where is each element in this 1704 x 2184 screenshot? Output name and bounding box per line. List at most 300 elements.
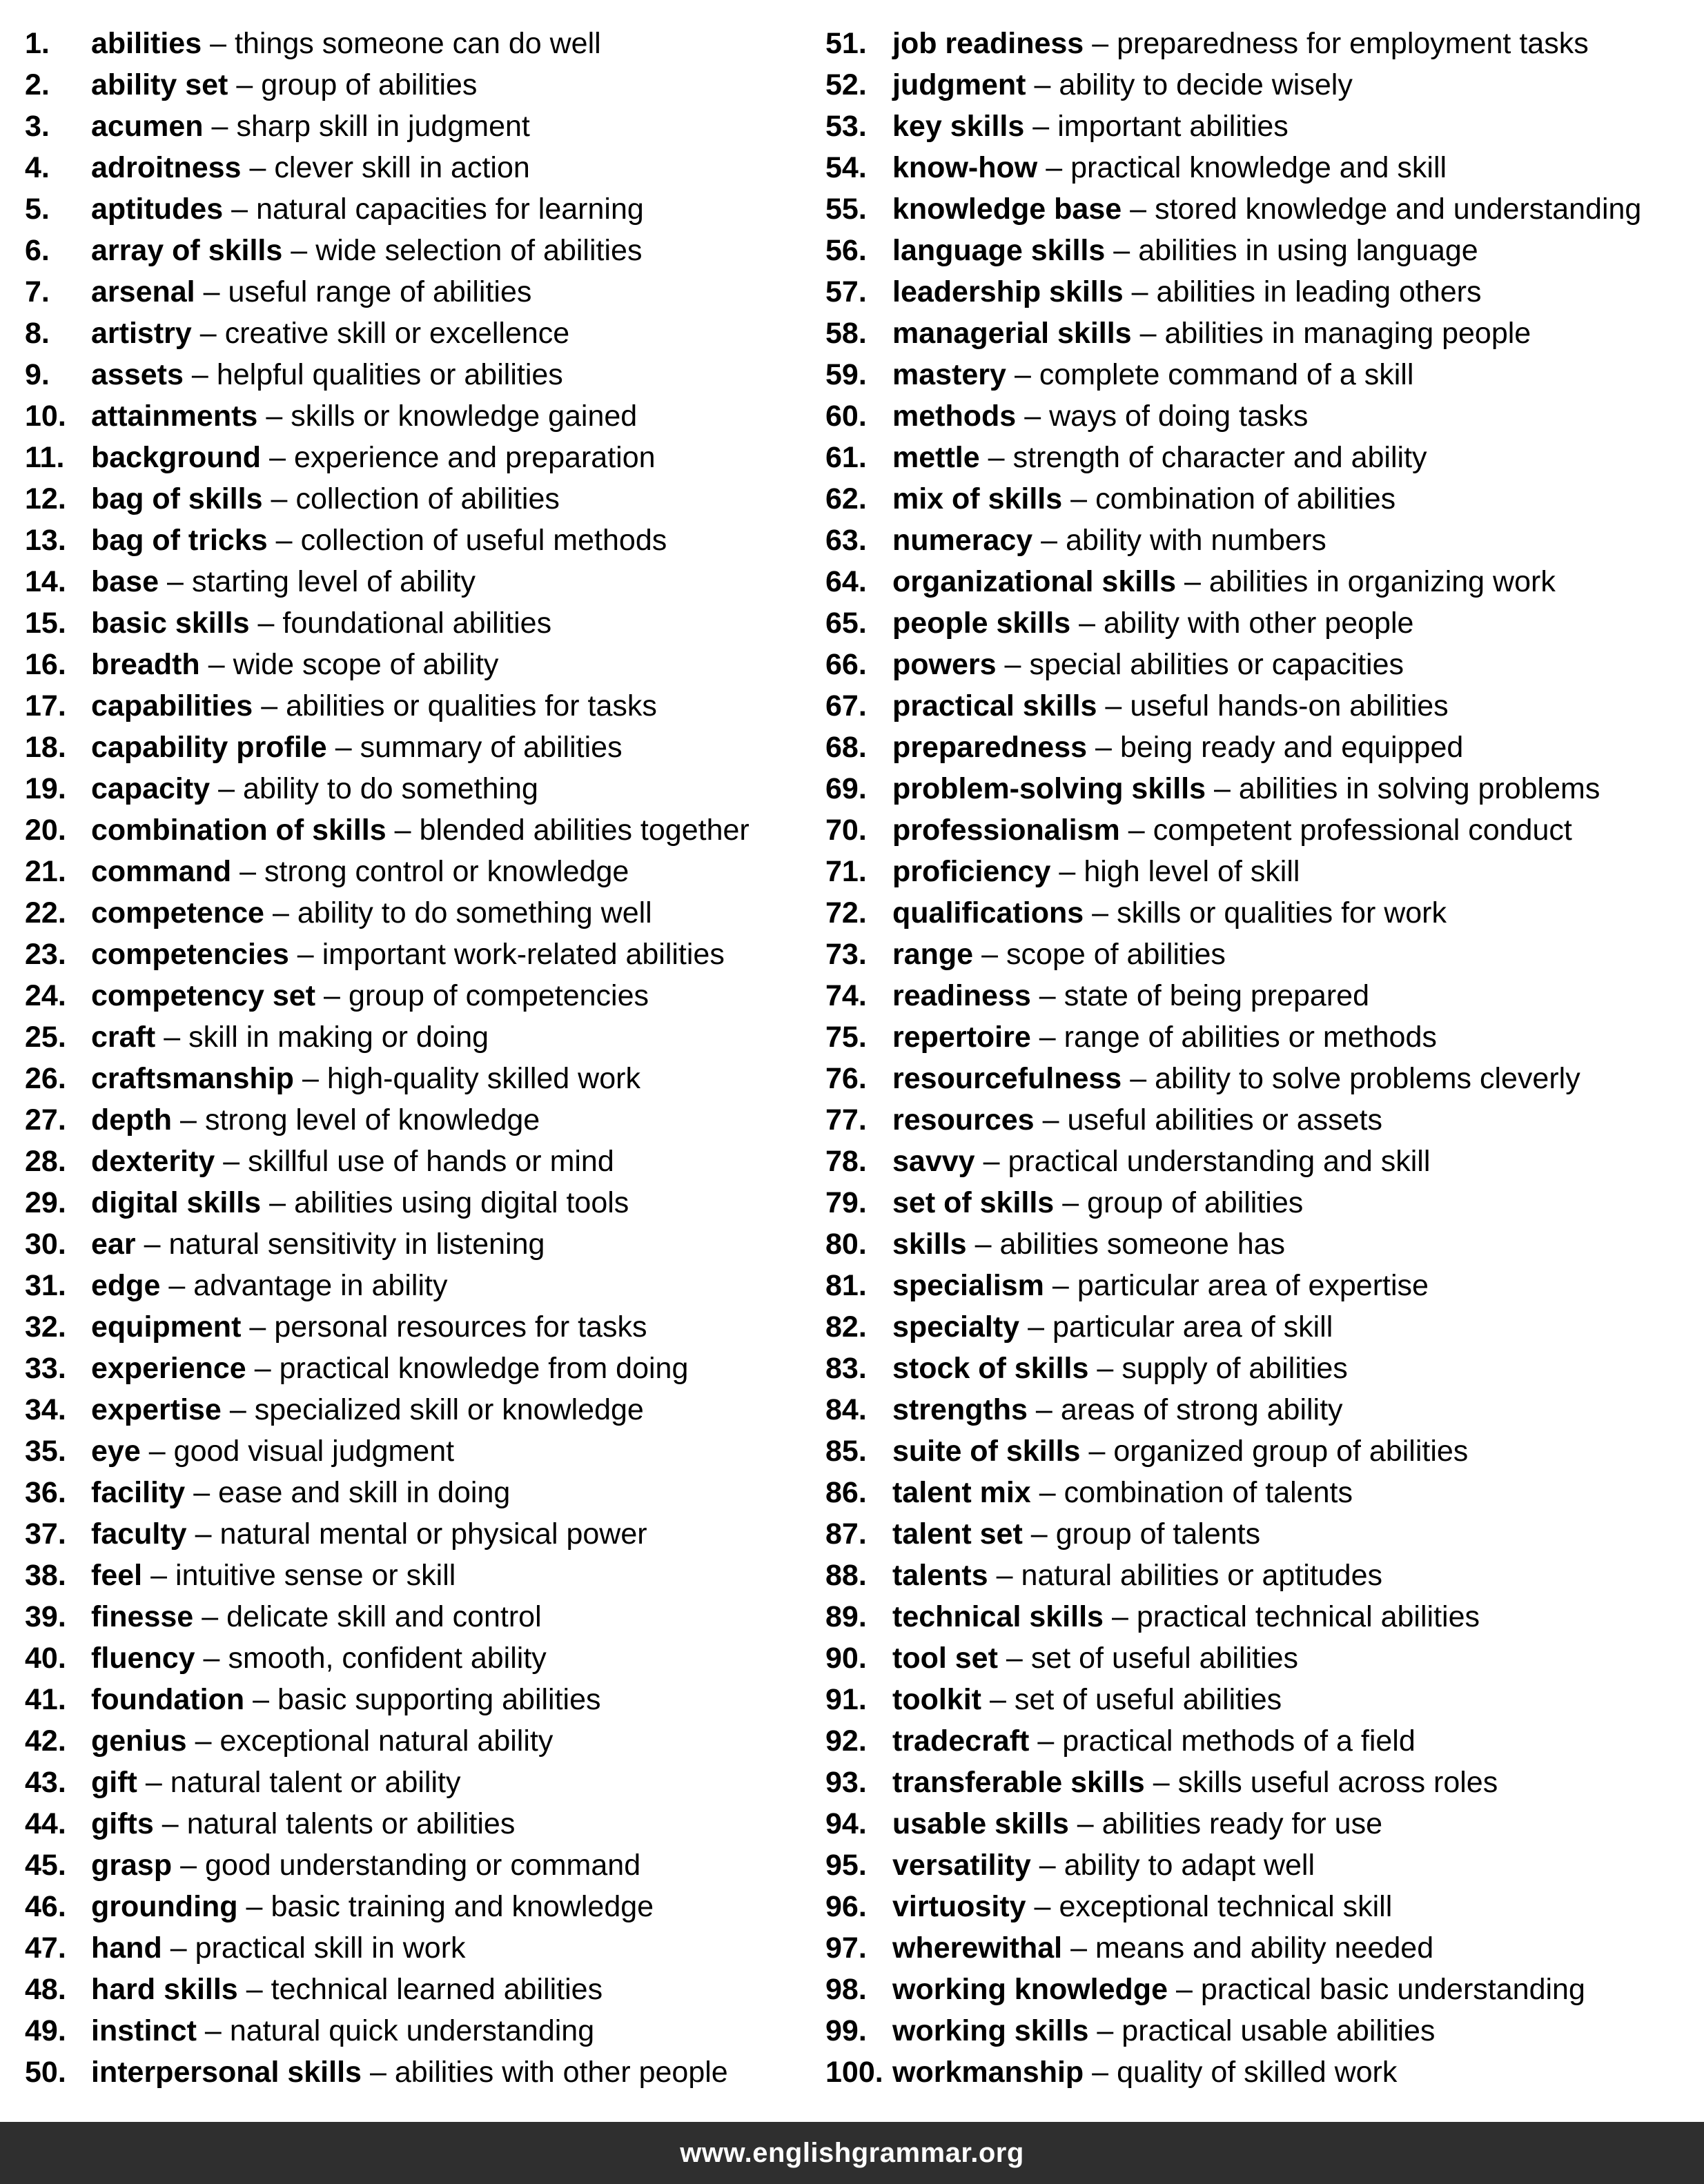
item-number: 53. — [825, 110, 867, 143]
item-separator: – — [211, 110, 228, 143]
item-definition: abilities ready for use — [1101, 1807, 1383, 1840]
item-separator: – — [253, 1683, 270, 1716]
list-item — [825, 602, 1698, 644]
footer-url[interactable]: www.englishgrammar.org — [680, 2137, 1024, 2168]
item-number: 98. — [825, 1973, 867, 2006]
list-item — [25, 2010, 819, 2052]
list-item — [825, 2010, 1698, 2052]
list-item — [825, 313, 1698, 354]
item-number: 38. — [25, 1559, 66, 1592]
item-number: 9. — [25, 358, 50, 391]
item-number: 5. — [25, 193, 50, 226]
item-separator: – — [1028, 1310, 1044, 1344]
item-number: 79. — [825, 1186, 867, 1219]
item-definition: skill in making or doing — [188, 1021, 489, 1054]
item-term: array of skills — [91, 234, 283, 267]
item-number: 44. — [25, 1807, 66, 1840]
item-definition: intuitive sense or skill — [175, 1559, 456, 1592]
list-item — [25, 1016, 819, 1058]
item-number: 28. — [25, 1145, 66, 1178]
item-definition: foundational abilities — [282, 607, 552, 640]
list-item — [25, 561, 819, 602]
item-definition: high-quality skilled work — [326, 1062, 640, 1095]
list-item — [825, 520, 1698, 561]
item-number: 64. — [825, 565, 867, 598]
item-separator: – — [983, 1145, 1000, 1178]
list-item — [25, 1555, 819, 1596]
list-item — [25, 1513, 819, 1555]
item-number: 4. — [25, 151, 50, 184]
list-item — [25, 892, 819, 934]
list-item — [25, 809, 819, 851]
list-item — [825, 1141, 1698, 1182]
item-number: 35. — [25, 1435, 66, 1468]
item-separator: – — [1039, 1849, 1056, 1882]
list-item — [825, 1720, 1698, 1762]
item-definition: collection of useful methods — [300, 524, 667, 557]
list-item — [825, 230, 1698, 271]
item-term: attainments — [91, 400, 258, 433]
item-number: 69. — [825, 772, 867, 805]
item-definition: practical skill in work — [195, 1931, 466, 1965]
item-separator: – — [218, 772, 235, 805]
item-term: stock of skills — [892, 1352, 1089, 1385]
item-number: 97. — [825, 1931, 867, 1965]
item-term: aptitudes — [91, 193, 224, 226]
item-definition: personal resources for tasks — [274, 1310, 647, 1344]
item-term: abilities — [91, 27, 202, 60]
item-term: talent set — [892, 1517, 1023, 1551]
list-item — [825, 851, 1698, 892]
item-definition: abilities in managing people — [1164, 317, 1531, 350]
item-term: set of skills — [892, 1186, 1055, 1219]
item-term: judgment — [892, 68, 1026, 101]
item-definition: being ready and equipped — [1119, 731, 1464, 764]
item-number: 67. — [825, 689, 867, 722]
item-number: 89. — [825, 1600, 867, 1633]
item-term: qualifications — [892, 896, 1084, 929]
item-definition: natural talent or ability — [170, 1766, 461, 1799]
item-definition: set of useful abilities — [1030, 1642, 1299, 1675]
item-definition: abilities with other people — [394, 2056, 728, 2089]
item-definition: things someone can do well — [235, 27, 601, 60]
item-number: 92. — [825, 1724, 867, 1758]
item-definition: important work-related abilities — [322, 938, 725, 971]
item-separator: – — [1070, 1931, 1088, 1965]
list-item — [25, 230, 819, 271]
item-definition: skillful use of hands or mind — [248, 1145, 614, 1178]
item-term: adroitness — [91, 151, 242, 184]
item-separator: – — [1130, 1062, 1147, 1095]
item-number: 68. — [825, 731, 867, 764]
list-item — [25, 313, 819, 354]
item-term: talent mix — [892, 1476, 1031, 1509]
item-term: craft — [91, 1021, 156, 1054]
item-separator: – — [1105, 689, 1122, 722]
item-separator: – — [981, 938, 999, 971]
item-separator: – — [1030, 1517, 1048, 1551]
item-term: instinct — [91, 2014, 197, 2047]
item-number: 16. — [25, 648, 66, 681]
item-separator: – — [202, 1600, 219, 1633]
item-separator: – — [1097, 1352, 1114, 1385]
item-term: versatility — [892, 1849, 1031, 1882]
item-definition: quality of skilled work — [1117, 2056, 1398, 2089]
item-number: 33. — [25, 1352, 66, 1385]
list-item — [825, 1389, 1698, 1430]
item-term: ear — [91, 1228, 136, 1261]
item-term: leadership skills — [892, 275, 1124, 308]
list-item — [825, 1348, 1698, 1389]
item-definition: scope of abilities — [1006, 938, 1226, 971]
list-item — [825, 354, 1698, 395]
item-number: 25. — [25, 1021, 66, 1054]
item-number: 8. — [25, 317, 50, 350]
item-term: capacity — [91, 772, 210, 805]
list-item — [825, 1430, 1698, 1472]
item-separator: – — [1014, 358, 1031, 391]
item-definition: group of competencies — [348, 979, 649, 1012]
item-separator: – — [150, 1559, 168, 1592]
item-number: 12. — [25, 482, 66, 515]
footer-bar — [0, 2122, 1704, 2184]
item-separator: – — [275, 524, 293, 557]
list-item — [825, 106, 1698, 147]
list-item — [825, 1762, 1698, 1803]
list-item — [825, 64, 1698, 106]
list-item — [825, 1265, 1698, 1306]
item-number: 21. — [25, 855, 66, 888]
item-number: 23. — [25, 938, 66, 971]
item-term: assets — [91, 358, 184, 391]
list-item — [25, 851, 819, 892]
list-item — [825, 1058, 1698, 1099]
item-term: genius — [91, 1724, 187, 1758]
item-term: background — [91, 441, 262, 474]
item-term: base — [91, 565, 159, 598]
list-item — [25, 1927, 819, 1969]
item-separator: – — [996, 1559, 1013, 1592]
item-definition: practical technical abilities — [1136, 1600, 1480, 1633]
item-term: capabilities — [91, 689, 253, 722]
item-number: 20. — [25, 814, 66, 847]
item-term: eye — [91, 1435, 141, 1468]
item-number: 78. — [825, 1145, 867, 1178]
item-term: bag of skills — [91, 482, 263, 515]
item-definition: practical methods of a field — [1062, 1724, 1416, 1758]
item-term: capability profile — [91, 731, 327, 764]
item-term: ability set — [91, 68, 228, 101]
item-definition: organized group of abilities — [1113, 1435, 1469, 1468]
item-separator: – — [1092, 2056, 1109, 2089]
item-separator: – — [302, 1062, 319, 1095]
item-term: artistry — [91, 317, 192, 350]
item-definition: experience and preparation — [294, 441, 656, 474]
item-separator: – — [1176, 1973, 1193, 2006]
item-number: 50. — [25, 2056, 66, 2089]
item-number: 93. — [825, 1766, 867, 1799]
list-item — [825, 147, 1698, 188]
item-definition: helpful qualities or abilities — [216, 358, 563, 391]
item-term: acumen — [91, 110, 204, 143]
list-item — [825, 1223, 1698, 1265]
item-definition: basic supporting abilities — [277, 1683, 601, 1716]
list-item — [25, 1969, 819, 2010]
item-definition: areas of strong ability — [1060, 1393, 1343, 1426]
item-separator: – — [144, 1228, 161, 1261]
item-number: 62. — [825, 482, 867, 515]
item-term: feel — [91, 1559, 143, 1592]
item-number: 13. — [25, 524, 66, 557]
item-separator: – — [180, 1849, 197, 1882]
item-number: 72. — [825, 896, 867, 929]
item-separator: – — [1006, 1642, 1023, 1675]
list-item — [825, 1306, 1698, 1348]
item-term: range — [892, 938, 974, 971]
item-number: 86. — [825, 1476, 867, 1509]
item-term: know-how — [892, 151, 1038, 184]
list-item — [25, 1182, 819, 1223]
item-separator: – — [1113, 234, 1130, 267]
item-definition: practical knowledge from doing — [279, 1352, 689, 1385]
list-item — [25, 1141, 819, 1182]
list-item — [825, 1927, 1698, 1969]
item-term: numeracy — [892, 524, 1033, 557]
item-definition: useful hands-on abilities — [1130, 689, 1449, 722]
item-definition: practical usable abilities — [1122, 2014, 1436, 2047]
item-term: expertise — [91, 1393, 222, 1426]
list-item — [825, 1016, 1698, 1058]
item-term: dexterity — [91, 1145, 215, 1178]
item-number: 52. — [825, 68, 867, 101]
item-separator: – — [208, 648, 225, 681]
item-definition: blended abilities together — [419, 814, 750, 847]
item-term: repertoire — [892, 1021, 1031, 1054]
list-item — [25, 1472, 819, 1513]
item-definition: state of being prepared — [1064, 979, 1369, 1012]
item-term: specialism — [892, 1269, 1044, 1302]
item-separator: – — [1079, 607, 1096, 640]
item-separator: – — [246, 1973, 263, 2006]
item-definition: stored knowledge and understanding — [1155, 193, 1642, 226]
item-definition: strong level of knowledge — [204, 1103, 540, 1137]
item-separator: – — [229, 1393, 246, 1426]
item-definition: ability with other people — [1104, 607, 1414, 640]
list-item — [825, 1637, 1698, 1679]
item-term: virtuosity — [892, 1890, 1026, 1923]
item-number: 26. — [25, 1062, 66, 1095]
list-item — [25, 354, 819, 395]
item-definition: delicate skill and control — [226, 1600, 542, 1633]
item-term: savvy — [892, 1145, 975, 1178]
item-number: 39. — [25, 1600, 66, 1633]
item-definition: exceptional natural ability — [219, 1724, 554, 1758]
item-separator: – — [1077, 1807, 1094, 1840]
item-term: experience — [91, 1352, 246, 1385]
item-separator: – — [249, 1310, 266, 1344]
item-definition: particular area of expertise — [1077, 1269, 1429, 1302]
item-separator: – — [1039, 979, 1056, 1012]
item-definition: skills or qualities for work — [1117, 896, 1447, 929]
item-definition: complete command of a skill — [1039, 358, 1414, 391]
item-definition: natural sensitivity in listening — [168, 1228, 545, 1261]
item-definition: technical learned abilities — [271, 1973, 603, 2006]
item-separator: – — [988, 441, 1005, 474]
item-term: knowledge base — [892, 193, 1122, 226]
item-number: 54. — [825, 151, 867, 184]
item-number: 94. — [825, 1807, 867, 1840]
item-separator: – — [1032, 110, 1050, 143]
item-number: 27. — [25, 1103, 66, 1137]
item-number: 91. — [825, 1683, 867, 1716]
item-separator: – — [1070, 482, 1088, 515]
list-item — [25, 768, 819, 809]
list-item — [825, 188, 1698, 230]
item-separator: – — [246, 1890, 263, 1923]
item-definition: useful abilities or assets — [1067, 1103, 1382, 1137]
list-item — [825, 1513, 1698, 1555]
list-item — [25, 1430, 819, 1472]
item-term: hard skills — [91, 1973, 238, 2006]
item-term: skills — [892, 1228, 967, 1261]
item-separator: – — [269, 1186, 286, 1219]
item-separator: – — [1062, 1186, 1079, 1219]
list-item — [25, 1596, 819, 1637]
item-number: 82. — [825, 1310, 867, 1344]
item-separator: – — [1111, 1600, 1128, 1633]
item-separator: – — [236, 68, 253, 101]
item-term: transferable skills — [892, 1766, 1145, 1799]
item-number: 76. — [825, 1062, 867, 1095]
item-number: 70. — [825, 814, 867, 847]
item-separator: – — [249, 151, 266, 184]
item-separator: – — [231, 193, 248, 226]
item-separator: – — [271, 482, 288, 515]
item-number: 22. — [25, 896, 66, 929]
item-number: 11. — [25, 441, 65, 474]
item-number: 2. — [25, 68, 50, 101]
item-definition: useful range of abilities — [228, 275, 532, 308]
list-item — [825, 478, 1698, 520]
item-separator: – — [1130, 193, 1147, 226]
list-item — [25, 478, 819, 520]
list-item — [25, 1265, 819, 1306]
list-item — [825, 1969, 1698, 2010]
item-term: readiness — [892, 979, 1031, 1012]
item-definition: advantage in ability — [193, 1269, 448, 1302]
item-definition: group of talents — [1055, 1517, 1261, 1551]
item-separator: – — [148, 1435, 166, 1468]
item-number: 46. — [25, 1890, 66, 1923]
item-separator: – — [1039, 1021, 1056, 1054]
item-term: edge — [91, 1269, 161, 1302]
item-definition: skills useful across roles — [1177, 1766, 1498, 1799]
item-separator: – — [145, 1766, 162, 1799]
list-item — [825, 768, 1698, 809]
item-term: toolkit — [892, 1683, 981, 1716]
item-separator: – — [1092, 896, 1109, 929]
list-item — [825, 2052, 1698, 2093]
list-item — [25, 64, 819, 106]
list-item — [825, 892, 1698, 934]
item-number: 15. — [25, 607, 66, 640]
list-item — [25, 1637, 819, 1679]
item-definition: good visual judgment — [173, 1435, 455, 1468]
list-item — [825, 1679, 1698, 1720]
list-item — [25, 644, 819, 685]
item-term: depth — [91, 1103, 173, 1137]
list-item — [25, 147, 819, 188]
item-definition: basic training and knowledge — [271, 1890, 654, 1923]
item-definition: smooth, confident ability — [228, 1642, 547, 1675]
item-term: mix of skills — [892, 482, 1063, 515]
item-separator: – — [1092, 27, 1109, 60]
item-definition: group of abilities — [261, 68, 478, 101]
item-term: resources — [892, 1103, 1035, 1137]
item-definition: starting level of ability — [191, 565, 476, 598]
list-item — [825, 934, 1698, 975]
item-definition: creative skill or excellence — [224, 317, 570, 350]
item-term: technical skills — [892, 1600, 1104, 1633]
item-number: 24. — [25, 979, 66, 1012]
list-item — [825, 685, 1698, 727]
item-definition: combination of talents — [1064, 1476, 1353, 1509]
item-separator: – — [1034, 1890, 1051, 1923]
item-definition: ability to do something — [243, 772, 538, 805]
item-number: 84. — [825, 1393, 867, 1426]
item-term: preparedness — [892, 731, 1088, 764]
list-item — [25, 395, 819, 437]
item-term: finesse — [91, 1600, 194, 1633]
item-number: 1. — [25, 27, 50, 60]
item-number: 63. — [825, 524, 867, 557]
item-separator: – — [257, 607, 275, 640]
item-definition: ability to do something well — [297, 896, 652, 929]
item-number: 57. — [825, 275, 867, 308]
item-separator: – — [1088, 1435, 1106, 1468]
item-separator: – — [1052, 1269, 1069, 1302]
item-separator: – — [1184, 565, 1201, 598]
list-item — [25, 1679, 819, 1720]
item-term: facility — [91, 1476, 186, 1509]
item-number: 74. — [825, 979, 867, 1012]
item-number: 29. — [25, 1186, 66, 1219]
item-definition: practical knowledge and skill — [1070, 151, 1447, 184]
item-definition: combination of abilities — [1095, 482, 1396, 515]
list-item — [25, 1223, 819, 1265]
item-definition: ways of doing tasks — [1049, 400, 1309, 433]
item-number: 61. — [825, 441, 867, 474]
item-separator: – — [989, 1683, 1006, 1716]
item-term: specialty — [892, 1310, 1020, 1344]
list-item — [25, 1803, 819, 1844]
list-item — [825, 1596, 1698, 1637]
item-term: organizational skills — [892, 565, 1176, 598]
item-separator: – — [195, 1724, 212, 1758]
item-separator: – — [1128, 814, 1145, 847]
item-separator: – — [975, 1228, 992, 1261]
item-definition: exceptional technical skill — [1059, 1890, 1393, 1923]
list-item — [25, 1762, 819, 1803]
item-term: competencies — [91, 938, 289, 971]
item-separator: – — [1214, 772, 1231, 805]
item-number: 99. — [825, 2014, 867, 2047]
item-definition: special abilities or capacities — [1029, 648, 1404, 681]
item-term: methods — [892, 400, 1017, 433]
item-definition: specialized skill or knowledge — [254, 1393, 644, 1426]
item-separator: – — [1035, 1393, 1052, 1426]
item-definition: means and ability needed — [1095, 1931, 1434, 1965]
